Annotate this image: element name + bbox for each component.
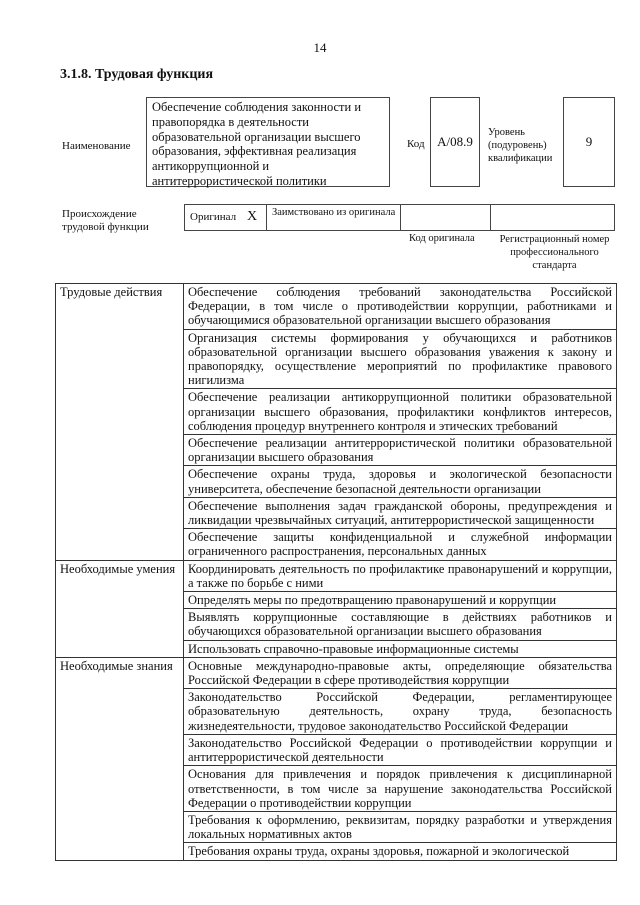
code-value: A/08.9	[430, 97, 480, 187]
required-knowledge-header: Необходимые знания	[56, 657, 184, 860]
required-knowledge-item: Требования к оформлению, реквизитам, порядку разработки и утверждения локальных нормативных актов	[184, 811, 617, 842]
required-skills-item: Определять меры по предотвращению правонарушений и коррупции	[184, 592, 617, 609]
required-skills-item: Координировать деятельность по профилактике правонарушений и коррупции, а также по борьбе с ними	[184, 560, 617, 591]
required-knowledge-item: Основания для привлечения и порядок привлечения к дисциплинарной ответственности, в том числе за нарушение законодательства Российской Федерации о противодействии коррупции	[184, 766, 617, 812]
borrowed-label: Заимствовано из оригинала	[267, 205, 401, 230]
level-value: 9	[563, 97, 615, 187]
required-skills-header: Необходимые умения	[56, 560, 184, 657]
code-original-cell	[401, 205, 491, 230]
required-knowledge-item: Законодательство Российской Федерации, регламентирующее образовательную деятельность, охрану труда, безопасность жизнедеятельности, трудовое законодательство Российской Федерации	[184, 689, 617, 735]
code-original-caption: Код оригинала	[409, 233, 475, 244]
labor-actions-item: Обеспечение реализации антитеррористической политики образовательной организации высшего образования	[184, 435, 617, 466]
labor-actions-item: Обеспечение выполнения задач гражданской обороны, предупреждения и ликвидации чрезвычайных ситуаций, антитеррористической защищенности	[184, 497, 617, 528]
table-row	[56, 284, 617, 330]
function-name-value: Обеспечение соблюдения законности и правопорядка в деятельности образовательной организации высшего образования, эффективная реализация антикоррупционной и антитеррористической политики	[146, 97, 390, 187]
labor-actions-item: Обеспечение защиты конфиденциальной и служебной информации ограниченного распространения, персональных данных	[184, 529, 617, 560]
required-skills-item: Выявлять коррупционные составляющие в действиях работников и обучающихся образовательной организации высшего образования	[184, 609, 617, 640]
table-row	[56, 560, 617, 591]
original-cell	[185, 205, 267, 230]
required-knowledge-item: Требования охраны труда, охраны здоровья, пожарной и экологической	[184, 843, 617, 860]
required-skills-item: Использовать справочно-правовые информационные системы	[184, 640, 617, 657]
labor-actions-item: Обеспечение соблюдения требований законодательства Российской Федерации, в том числе о противодействии коррупции, работниками и обучающимися образовательной организации высшего образования	[184, 284, 617, 330]
labor-actions-item: Обеспечение охраны труда, здоровья и экологической безопасности университета, обеспечение безопасной деятельности организации	[184, 466, 617, 497]
code-label: Код	[407, 138, 425, 150]
labor-actions-item: Организация системы формирования у обучающихся и работников образовательной организации высшего образования уважения к закону и правопорядку, осуществление мероприятий по профилактике правового нигилизма	[184, 329, 617, 389]
required-knowledge-item: Основные международно-правовые акты, определяющие обязательства Российской Федерации в сфере противодействия коррупции	[184, 657, 617, 688]
section-title: 3.1.8. Трудовая функция	[60, 67, 214, 82]
table-row	[56, 657, 617, 688]
original-label: Оригинал	[190, 211, 237, 223]
origin-label: Происхождение трудовой функции	[62, 208, 149, 233]
origin-row	[184, 204, 615, 231]
name-label: Наименование	[62, 140, 131, 152]
level-label: Уровень (подуровень) квалификации	[488, 127, 553, 164]
labor-actions-header: Трудовые действия	[56, 284, 184, 561]
function-details-table	[55, 283, 617, 861]
required-knowledge-item: Законодательство Российской Федерации о противодействии коррупции и антитеррористической деятельности	[184, 734, 617, 765]
original-mark: X	[247, 209, 258, 224]
page-number: 14	[313, 40, 327, 55]
labor-actions-item: Обеспечение реализации антикоррупционной политики образовательной организации высшего образования, профилактики конфликтов интересов, соблюдения процедур внутреннего контроля и этических требований	[184, 389, 617, 435]
registration-number-caption: Регистрационный номер профессионального стандарта	[499, 234, 610, 271]
function-details-body	[56, 284, 617, 861]
